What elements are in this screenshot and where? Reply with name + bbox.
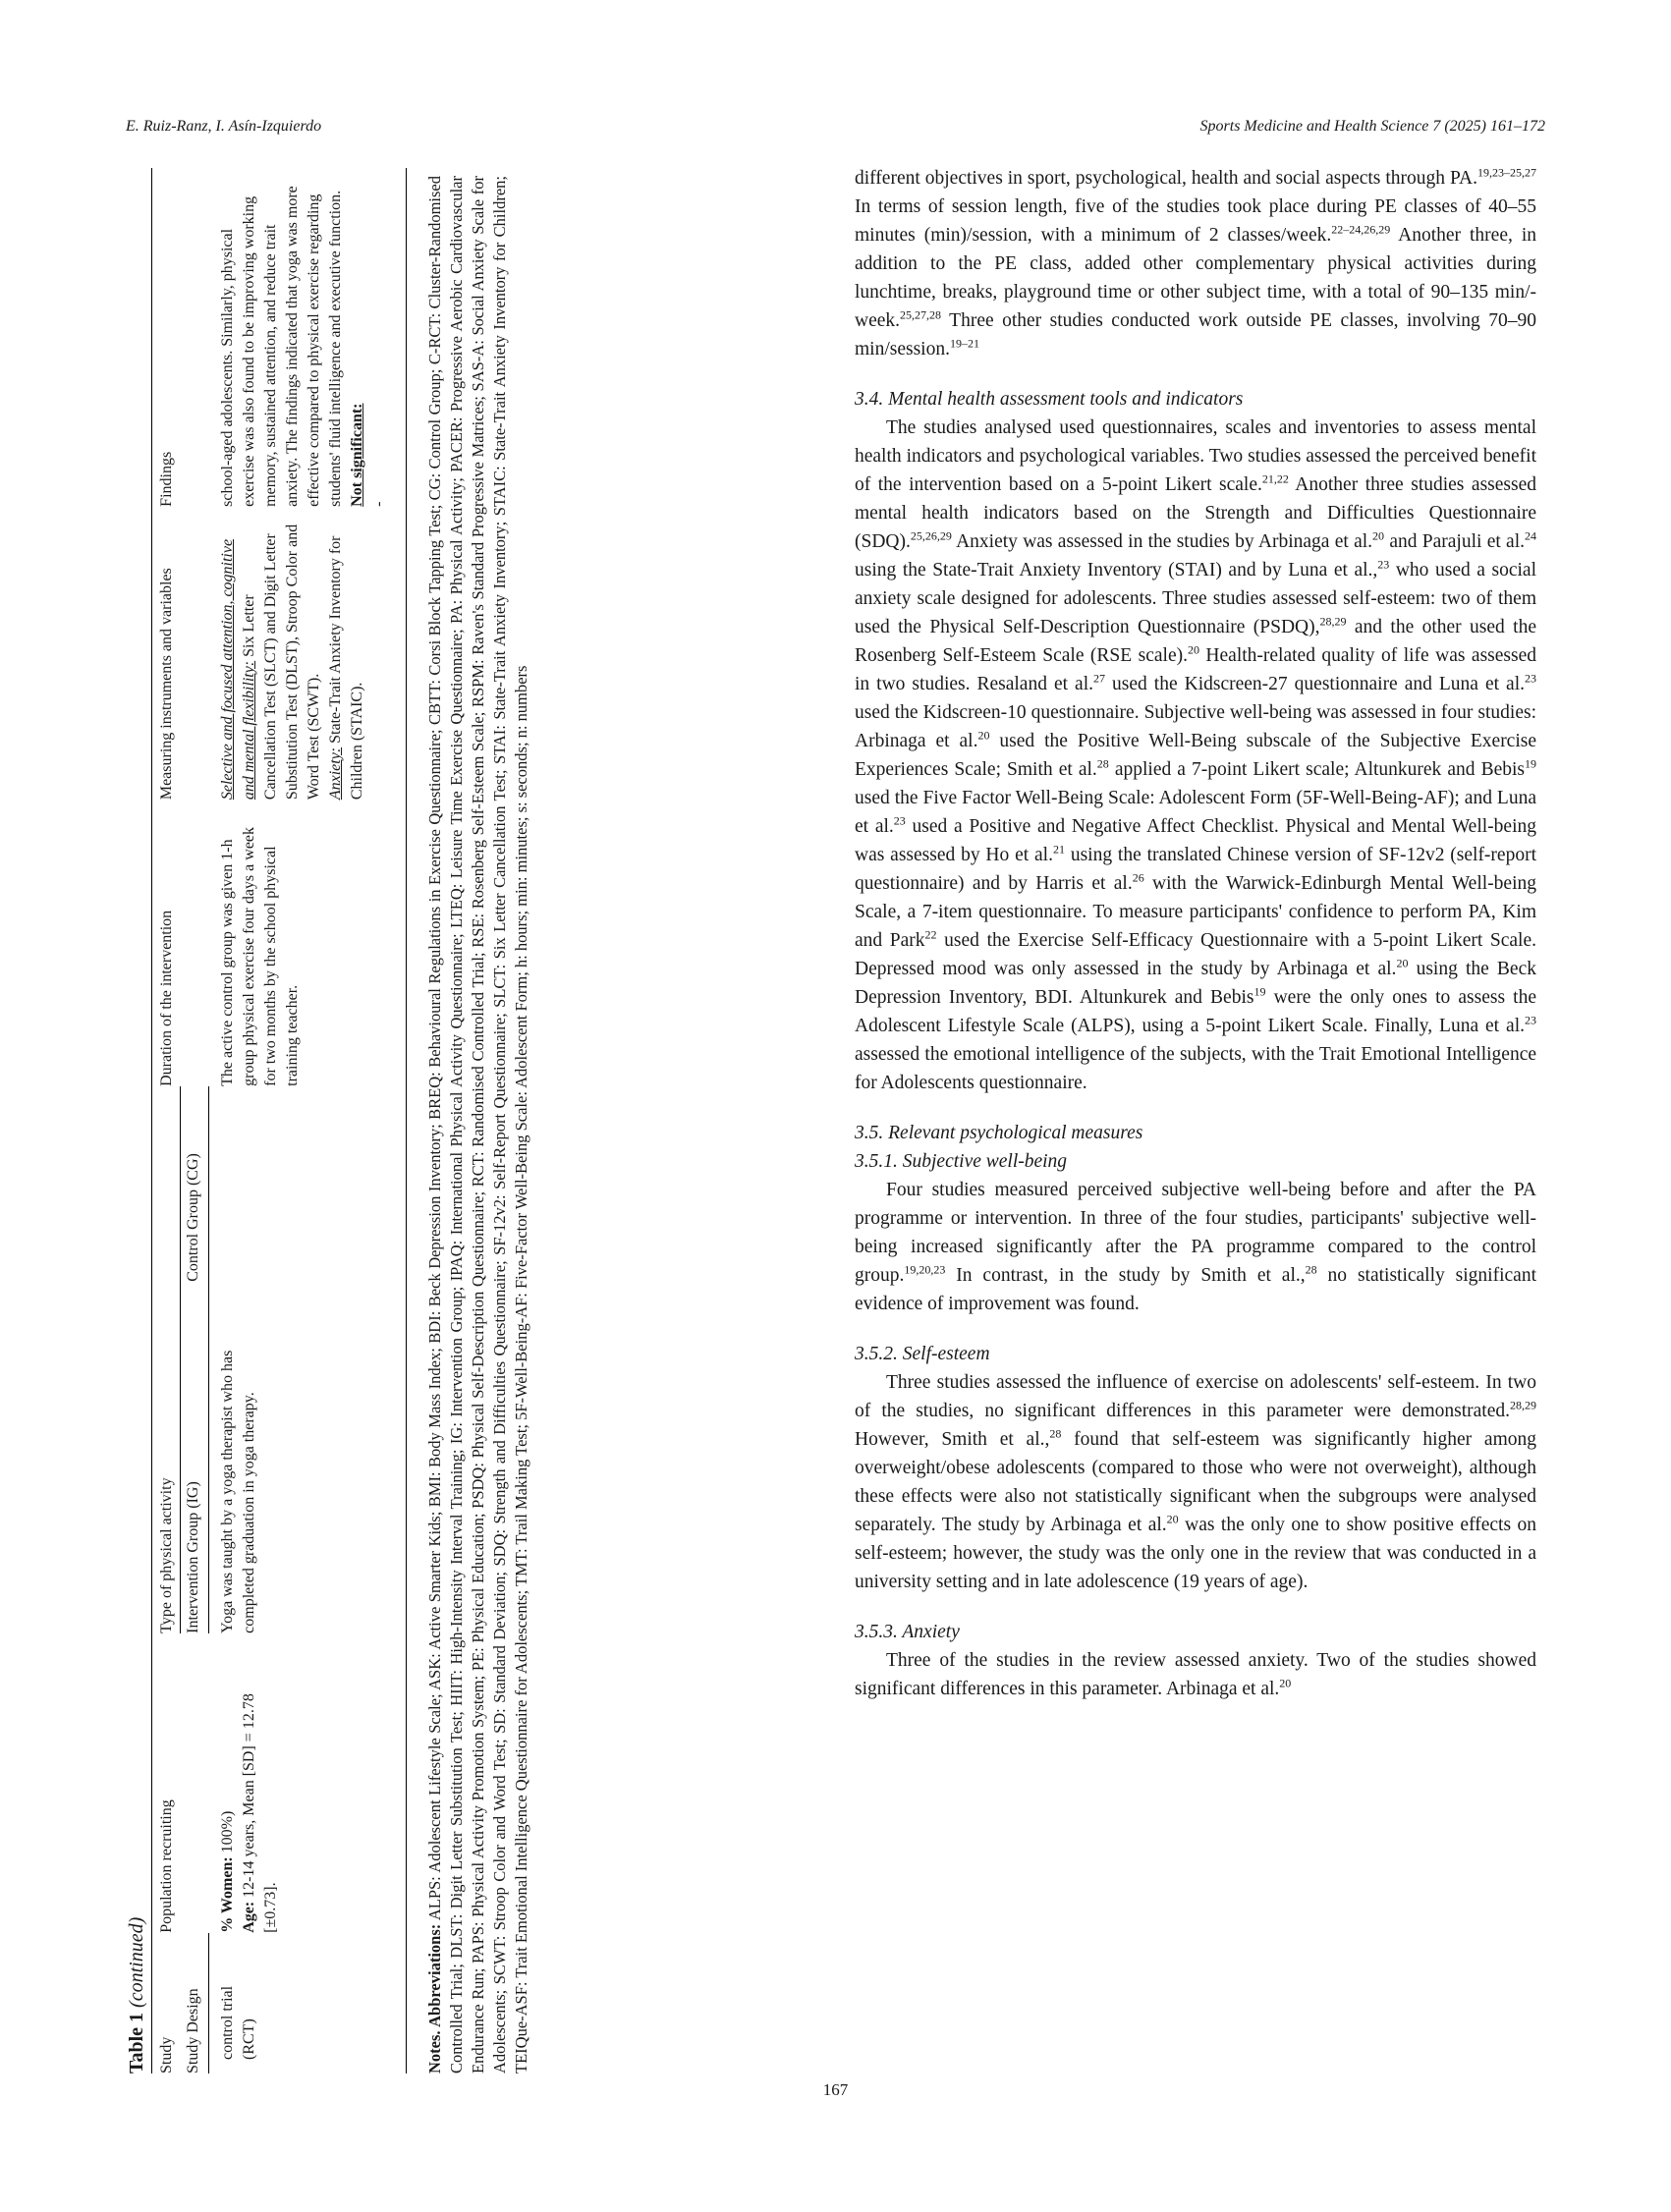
paragraph-subjective-wellbeing: Four studies measured perceived subjective well-being before and after the PA programme or intervention. In three of the four studies, participants' subjective well-being increased significantly after the PA programme compared to the control group.$^{19,20,23}$ In contrast, in the study by Smith et al.,$^{28}$ no statistically significant evidence of improvement was found. — [855, 1180, 1536, 1314]
th-study-design: Study Design — [181, 1933, 209, 2074]
table-row — [209, 168, 407, 2074]
paragraph-self-esteem: Three studies assessed the influence of exercise on adolescents' self-esteem. In two of the studies, no significant differences in this parameter were demonstrated.$^{28,29}$ However, Smith et al.,$^{28}$ found that self-esteem was significantly higher among overweight/obese adolescents (compared to those who were not overweight), although these effects were also not statistically significant when the subgroups were analysed separately. The study by Arbinaga et al.$^{20}$ was the only one to show positive effects on self-esteem; however, the study was the only one in the review that was conducted in a university setting and in late adolescence (19 years of age). — [855, 1372, 1536, 1592]
th-population: Population recruiting — [152, 1633, 209, 1933]
th-ig: Intervention Group (IG) — [181, 1282, 209, 1633]
th-study: Study — [152, 1933, 181, 2074]
th-cg: Control Group (CG) — [181, 1086, 209, 1282]
cell-cg — [209, 1086, 407, 1282]
running-head-authors: E. Ruiz-Ranz, I. Asín-Izquierdo — [126, 118, 322, 135]
body-column-right — [855, 164, 1536, 1703]
table-notes: Notes. Abbreviations: ALPS: Adolescent Lifestyle Scale; ASK: Active Smarter Kids; BMI: Body Mass Index; BDI: Beck Depression Inventory; BREQ: Behavioural Regulations in Exercise Questionnaire; CBTT: Corsi Block Tapping Test; CG: Control Group; C-RCT: Cluster-Randomised Controlled Trial; DLST: Digit Letter Substitution Test; HIIT: High-Intensity Interval Training; IG: Intervention Group; IPAQ: International Physical Activity Questionnaire; LTEQ: Leisure Time Exercise Questionnaire; PA: Physical Activity; PACER: Progressive Aerobic Cardiovascular Endurance Run; PAPS: Physical Activity Promotion System; PE: Physical Education; PSDQ: Physical Self-Description Questionnaire; RCT: Randomised Controlled Trial; RSE: Rosenberg Self-Esteem Scale; RSPM: Raven's Standard Progressive Matrices; SAS-A: Social Anxiety Scale for Adolescents; SCWT: Stroop Color and Word Test; SD: Standard Deviation; SDQ: Strength and Difficulties Questionnaire; SF-12v2: Self-Report Questionnaire; SLCT: Six Letter Cancellation Test; STAI: State-Trait Anxiety Inventory; STAIC: State-Trait Anxiety Inventory for Children; TEIQue-ASF: Trait Emotional Intelligence Questionnaire for Adolescents; TMT: Trail Making Test; 5F-Well-Being-AF: Five-Factor Well-Being Scale: Adolescent Form; h: hours; min: minutes; s: seconds; n: numbers — [424, 176, 530, 2074]
rotated-table-block — [126, 168, 676, 2074]
th-duration: Duration of the intervention — [152, 800, 209, 1086]
subsection-heading-3-5-3: 3.5.3. Anxiety — [855, 1622, 960, 1642]
cell-findings: school-aged adolescents. Similarly, physical exercise was also found to be improving working memory, sustained attention, and reduce trait anxiety. The findings indicated that yoga was more effective compared to physical exercise regarding students' fluid intelligence and executive function. Not significant: - — [209, 168, 407, 507]
cell-instruments: Selective and focused attention, cognitive and mental flexibility: Six Letter Cancellation Test (SLCT) and Digit Letter Substitution Test (DLST), Stroop Color and Word Test (SCWT). Anxiety: State-Trait Anxiety Inventory for Children (STAIC). — [209, 507, 407, 800]
running-head-journal: Sports Medicine and Health Science 7 (2025) 161–172 — [1199, 118, 1545, 135]
cell-population: % Women: 100%) Age: 12-14 years, Mean [SD] = 12.78 [±0.73]. — [209, 1633, 407, 1933]
paragraph-assessment-tools: The studies analysed used questionnaires, scales and inventories to assess mental health indicators and psychological variables. Two studies assessed the perceived benefit of the intervention based on a 5-point Likert scale.$^{21,22}$ Another three studies assessed mental health indicators based on the Strength and Difficulties Questionnaire (SDQ).$^{25,26,29}$ Anxiety was assessed in the studies by Arbinaga et al.$^{20}$ and Parajuli et al.$^{24}$ using the State-Trait Anxiety Inventory (STAI) and by Luna et al.,$^{23}$ who used a social anxiety scale designed for adolescents. Three studies assessed self-esteem: two of them used the Physical Self-Description Questionnaire (PSDQ),$^{28,29}$ and the other used the Rosenberg Self-Esteem Scale (RSE scale).$^{20}$ Health-related quality of life was assessed in two studies. Resaland et al.$^{27}$ used the Kidscreen-27 questionnaire and Luna et al.$^{23}$ used the Kidscreen-10 questionnaire. Subjective well-being was assessed in four studies: Arbinaga et al.$^{20}$ used the Positive Well-Being subscale of the Subjective Exercise Experiences Scale; Smith et al.$^{28}$ applied a 7-point Likert scale; Altunkurek and Bebis$^{19}$ used the Five Factor Well-Being Scale: Adolescent Form (5F-Well-Being-AF); and Luna et al.$^{23}$ used a Positive and Negative Affect Checklist. Physical and Mental Well-being was assessed by Ho et al.$^{21}$ using the translated Chinese version of SF-12v2 (self-report questionnaire) and by Harris et al.$^{26}$ with the Warwick-Edinburgh Mental Well-being Scale, a 7-item questionnaire. To measure participants' confidence to perform PA, Kim and Park$^{22}$ used the Exercise Self-Efficacy Questionnaire with a 5-point Likert Scale. Depressed mood was only assessed in the study by Arbinaga et al.$^{20}$ using the Beck Depression Inventory, BDI. Altunkurek and Bebis$^{19}$ were the only ones to assess the Adolescent Lifestyle Scale (ALPS), using a 5-point Likert Scale. Finally, Luna et al.$^{23}$ assessed the emotional intelligence of the subjects, with the Trait Emotional Intelligence for Adolescents questionnaire. — [855, 417, 1537, 1093]
page-number: 167 — [822, 2080, 849, 2099]
th-type-pa: Type of physical activity — [152, 1086, 181, 1633]
th-instruments: Measuring instruments and variables — [152, 507, 209, 800]
th-findings: Findings — [152, 168, 209, 507]
cell-ig: Yoga was taught by a yoga therapist who has completed graduation in yoga therapy. — [209, 1282, 407, 1633]
study-table — [151, 168, 407, 2074]
cell-design: control trial (RCT) — [209, 1933, 407, 2074]
section-heading-3-4: 3.4. Mental health assessment tools and indicators — [855, 389, 1244, 410]
table-caption: Table 1 (continued) — [126, 1916, 147, 2074]
paragraph-session-length: different objectives in sport, psychological, health and social aspects through PA.$^{19,23-25,27}$ In terms of session length, five of the studies took place during PE classes of 40–55 minutes (min)/session, with a minimum of 2 classes/week.$^{22-24,26,29}$ Another three, in addition to the PE class, added other complementary physical activities during lunchtime, breaks, playground time or other subject time, with a total of 90–135 min/-week.$^{25,27,28}$ Three other studies conducted work outside PE classes, involving 70–90 min/session.$^{19-21}$ — [855, 165, 1536, 359]
subsection-heading-3-5-1: 3.5.1. Subjective well-being — [855, 1151, 1068, 1172]
paragraph-anxiety: Three of the studies in the review assessed anxiety. Two of the studies showed significant differences in this parameter. Arbinaga et al.$^{20}$ — [855, 1650, 1536, 1699]
subsection-heading-3-5-2: 3.5.2. Self-esteem — [855, 1344, 990, 1364]
cell-duration: The active control group was given 1-h group physical exercise four days a week for two months by the school physical training teacher. — [209, 800, 407, 1086]
section-heading-3-5: 3.5. Relevant psychological measures — [855, 1123, 1143, 1143]
